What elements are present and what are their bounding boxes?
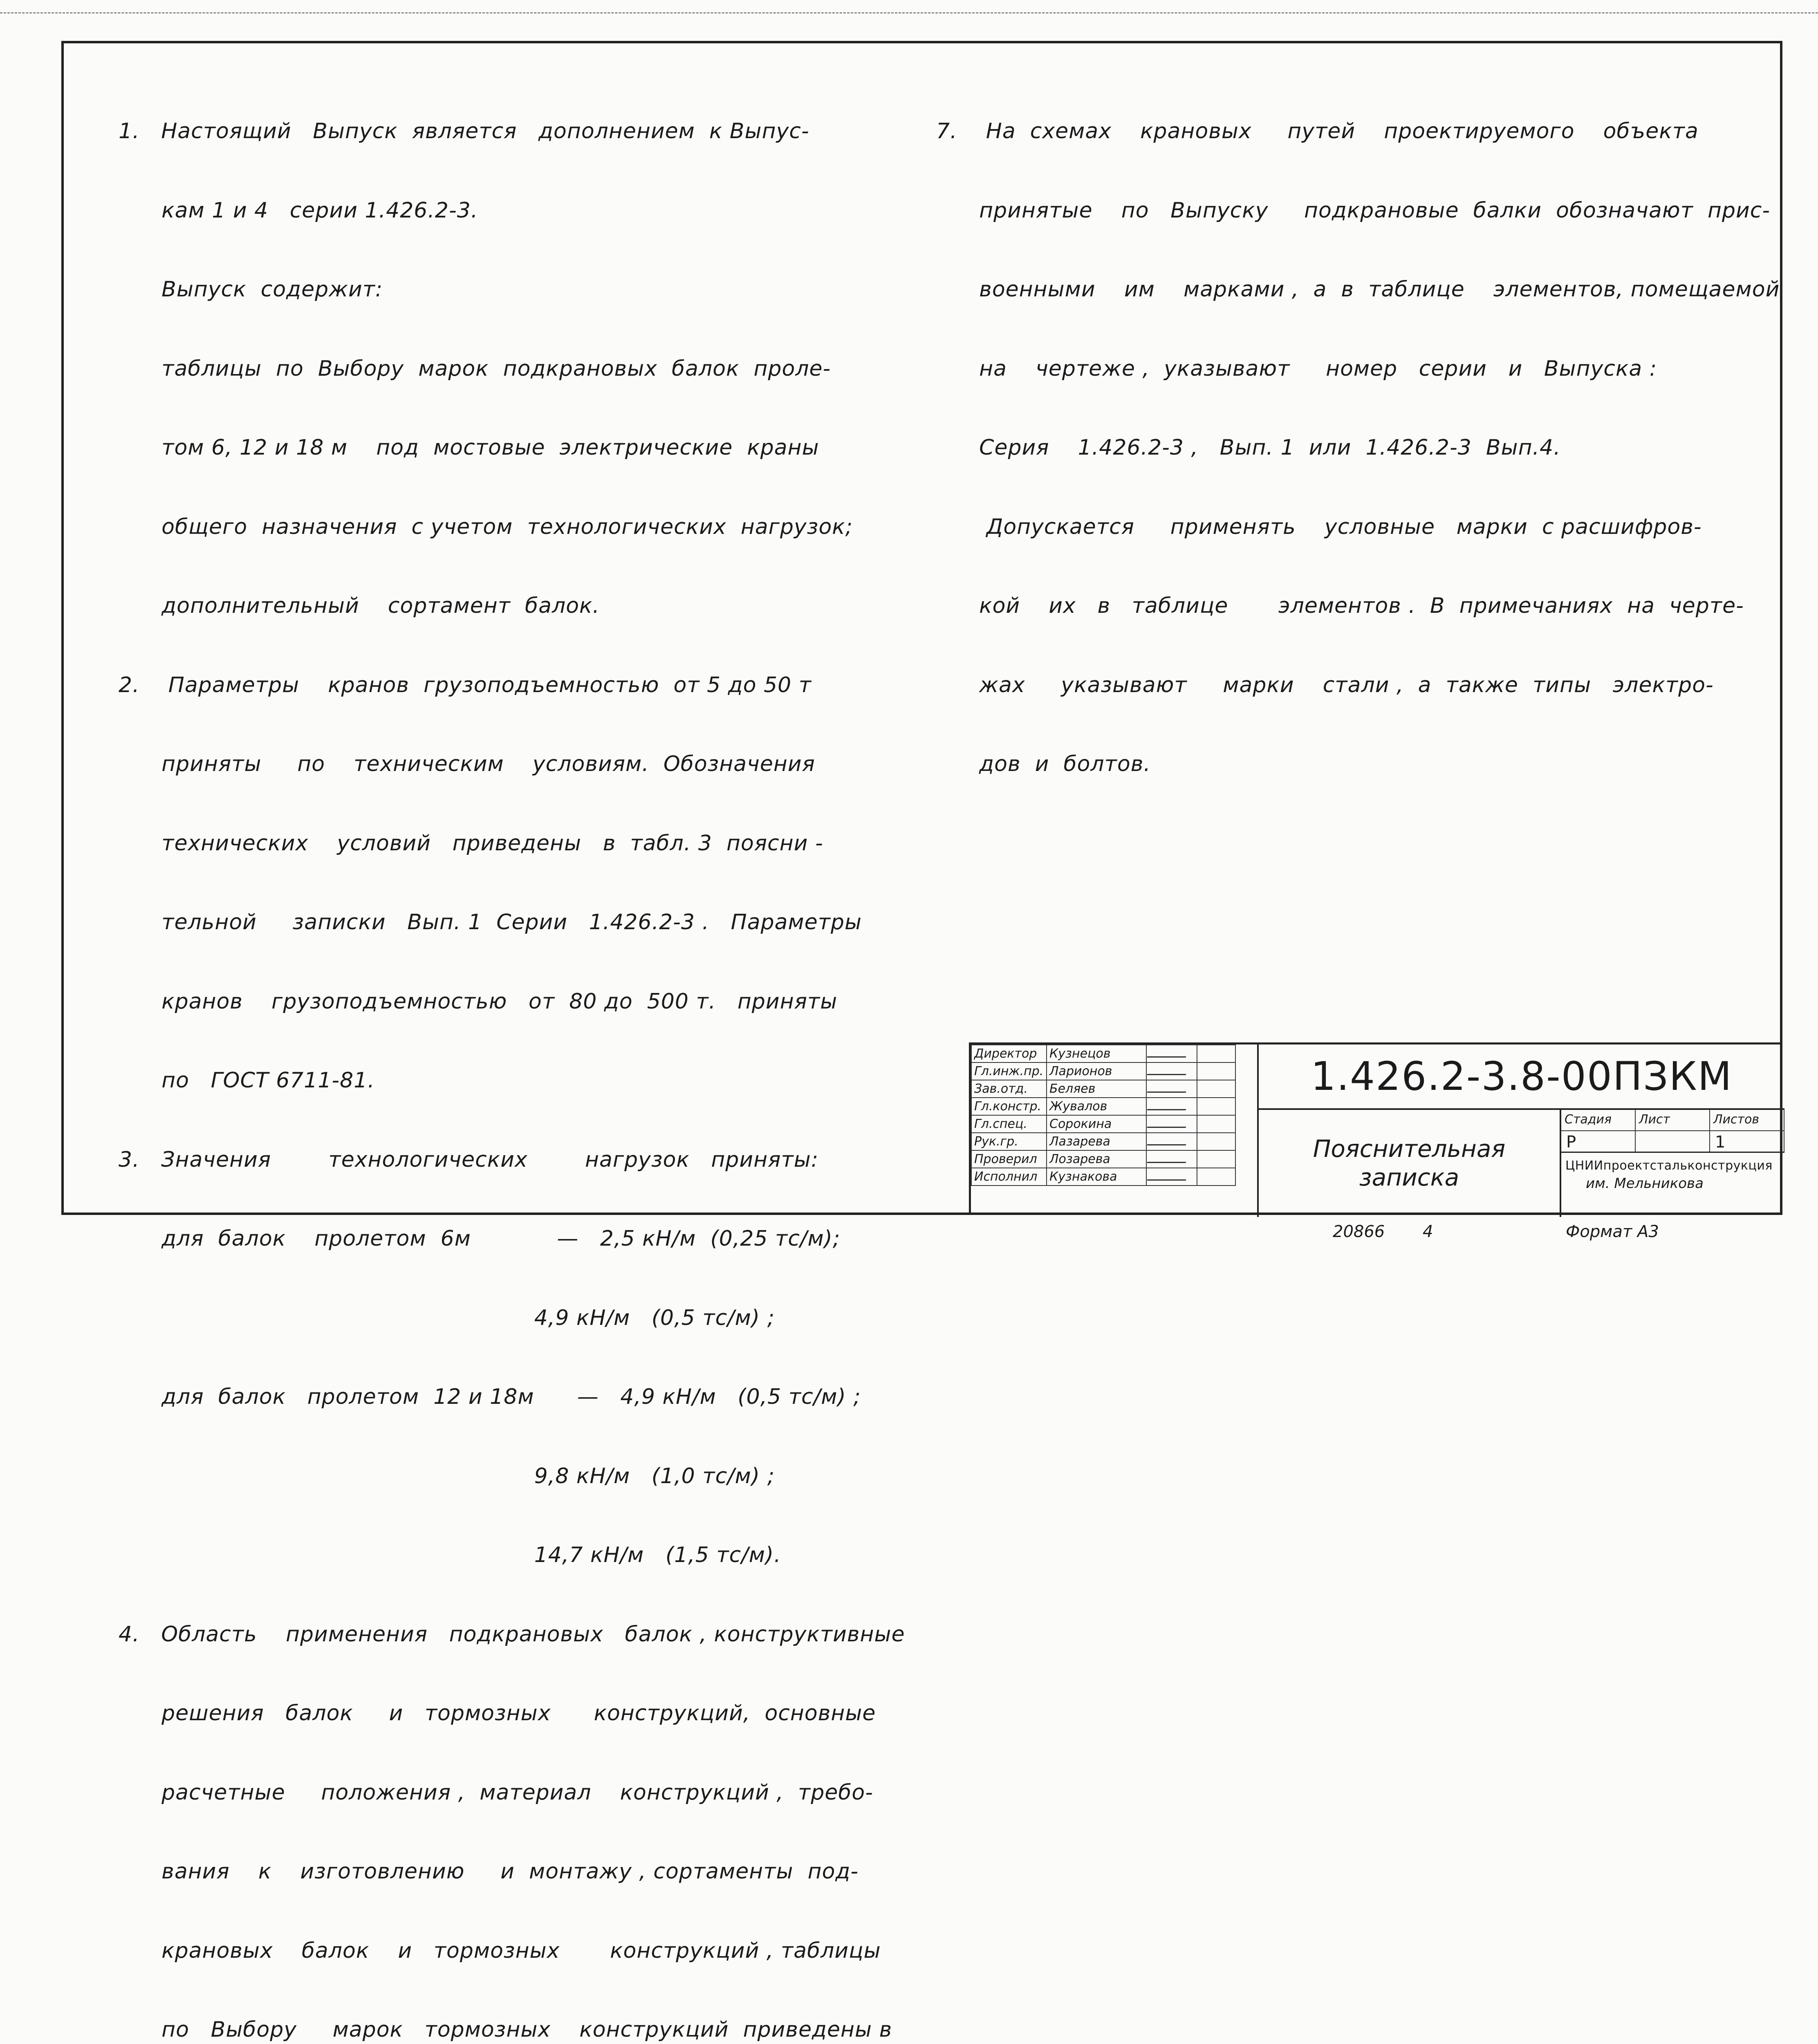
title-line-2: записка: [1359, 1163, 1459, 1191]
role-cell: Гл.констр.: [971, 1098, 1047, 1115]
name-cell: Лазарева: [1047, 1133, 1146, 1150]
text-line: для балок пролетом 12 и 18м — 4,9 кН/м (0,5 тс/м) ;: [119, 1385, 861, 1409]
text-line: 4,9 кН/м (0,5 тс/м) ;: [119, 1305, 775, 1330]
text-line: Серия 1.426.2-3 , Вып. 1 или 1.426.2-3 Вып.4.: [936, 435, 1561, 460]
table-row: [971, 1150, 1235, 1168]
signature-mark: [1147, 1047, 1190, 1058]
text-line: том 6, 12 и 18 м под мостовые электрические краны: [119, 435, 819, 460]
text-line: кам 1 и 4 серии 1.426.2-3.: [119, 198, 478, 223]
text-line: 2. Параметры кранов грузоподъемностью от 5 до 50 т: [119, 672, 812, 697]
signature-cell: [1146, 1045, 1197, 1062]
name-cell: Жувалов: [1047, 1098, 1146, 1115]
name-cell: Кузнецов: [1047, 1045, 1146, 1062]
text-line: жах указывают марки стали , а также типы электро-: [936, 672, 1714, 697]
role-cell: Гл.инж.пр.: [971, 1062, 1047, 1080]
table-row: [971, 1133, 1235, 1150]
text-line: для балок пролетом 6м — 2,5 кН/м (0,25 тс/м);: [119, 1226, 841, 1251]
notes-right-column: [936, 65, 1780, 804]
blank-cell: [1197, 1062, 1235, 1080]
title-line-1: Пояснительная: [1313, 1135, 1506, 1163]
signature-mark: [1147, 1153, 1190, 1163]
text-line: дов и болтов.: [936, 752, 1151, 776]
text-line: по Выбору марок тормозных конструкций приведены в: [119, 2017, 892, 2042]
sheet-header: Лист: [1636, 1110, 1710, 1130]
stage-value: Р: [1561, 1131, 1636, 1152]
signatures-table: [971, 1044, 1236, 1186]
blank-cell: [1197, 1098, 1235, 1115]
stage-values: [1561, 1131, 1784, 1153]
table-row: [971, 1098, 1235, 1115]
signature-cell: [1146, 1115, 1197, 1133]
title-block: [969, 1042, 1782, 1215]
sheets-value: 1: [1710, 1131, 1784, 1152]
text-line: военными им марками , а в таблице элементов, помещаемой: [936, 277, 1780, 302]
stage-header: Стадия: [1561, 1110, 1636, 1130]
text-line: Выпуск содержит:: [119, 277, 383, 302]
signature-cell: [1146, 1133, 1197, 1150]
blank-cell: [1197, 1150, 1235, 1168]
text-line: общего назначения с учетом технологических нагрузок;: [119, 514, 853, 539]
text-line: приняты по техническим условиям. Обозначения: [119, 752, 815, 776]
text-line: Допускается применять условные марки с расшифров-: [936, 514, 1702, 539]
signature-cell: [1146, 1098, 1197, 1115]
text-line: 3. Значения технологических нагрузок приняты:: [119, 1147, 819, 1172]
signature-mark: [1147, 1170, 1190, 1181]
blank-cell: [1197, 1080, 1235, 1098]
text-line: дополнительный сортамент балок.: [119, 594, 600, 618]
role-cell: Зав.отд.: [971, 1080, 1047, 1098]
text-line: 9,8 кН/м (1,0 тс/м) ;: [119, 1464, 775, 1488]
signature-mark: [1147, 1100, 1190, 1110]
role-cell: Директор: [971, 1045, 1047, 1062]
text-line: принятые по Выпуску подкрановые балки обозначают прис-: [936, 198, 1771, 223]
name-cell: Лозарева: [1047, 1150, 1146, 1168]
role-cell: Рук.гр.: [971, 1133, 1047, 1150]
role-cell: Гл.спец.: [971, 1115, 1047, 1133]
inventory-number: 20866: [1333, 1222, 1385, 1241]
organization-subtitle: им. Мельникова: [1586, 1175, 1704, 1192]
text-line: 1. Настоящий Выпуск является дополнением к Выпус-: [119, 119, 809, 143]
text-line: крановых балок и тормозных конструкций , таблицы: [119, 1938, 881, 1963]
name-cell: Сорокина: [1047, 1115, 1146, 1133]
table-row: [971, 1062, 1235, 1080]
text-line: таблицы по Выбору марок подкрановых балок проле-: [119, 356, 831, 381]
name-cell: Беляев: [1047, 1080, 1146, 1098]
stage-sheet-block: [1560, 1110, 1784, 1217]
text-line: тельной записки Вып. 1 Серии 1.426.2-3 . Параметры: [119, 910, 862, 935]
text-line: решения балок и тормозных конструкций, основные: [119, 1701, 876, 1726]
text-line: вания к изготовлению и монтажу , сортаменты под-: [119, 1859, 859, 1884]
page-number: 4: [1423, 1222, 1433, 1241]
name-cell: Ларионов: [1047, 1062, 1146, 1080]
role-cell: Исполнил: [971, 1168, 1047, 1186]
signature-cell: [1146, 1062, 1197, 1080]
document-title: [1257, 1110, 1560, 1217]
text-line: кой их в таблице элементов . В примечаниях на черте-: [936, 594, 1744, 618]
top-scan-line: [0, 12, 1818, 13]
table-row: [971, 1045, 1235, 1062]
signature-cell: [1146, 1168, 1197, 1186]
text-line: технических условий приведены в табл. 3 поясни -: [119, 831, 823, 856]
signature-mark: [1147, 1065, 1190, 1075]
signature-cell: [1146, 1150, 1197, 1168]
text-line: 7. На схемах крановых путей проектируемого объекта: [936, 119, 1699, 143]
signature-mark: [1147, 1083, 1190, 1093]
signature-cell: [1146, 1080, 1197, 1098]
text-line: по ГОСТ 6711-81.: [119, 1068, 375, 1093]
table-row: [971, 1080, 1235, 1098]
table-row: [971, 1115, 1235, 1133]
name-cell: Кузнакова: [1047, 1168, 1146, 1186]
text-line: кранов грузоподъемностью от 80 до 500 т. приняты: [119, 989, 838, 1014]
blank-cell: [1197, 1168, 1235, 1186]
format-label: Формат А3: [1566, 1222, 1659, 1241]
sheets-header: Листов: [1710, 1110, 1784, 1130]
blank-cell: [1197, 1133, 1235, 1150]
signature-mark: [1147, 1135, 1190, 1145]
role-cell: Проверил: [971, 1150, 1047, 1168]
blank-cell: [1197, 1115, 1235, 1133]
text-line: 14,7 кН/м (1,5 тс/м).: [119, 1543, 781, 1567]
blank-cell: [1197, 1045, 1235, 1062]
text-line: на чертеже , указывают номер серии и Выпуска :: [936, 356, 1657, 381]
organization-name: ЦНИИпроектстальконструкция: [1565, 1159, 1773, 1173]
notes-left-column: [119, 65, 905, 2044]
text-line: расчетные положения , материал конструкций , требо-: [119, 1780, 873, 1805]
stage-headers: [1561, 1110, 1784, 1131]
signature-mark: [1147, 1118, 1190, 1128]
sheet-value: [1636, 1131, 1710, 1152]
table-row: [971, 1168, 1235, 1186]
text-line: 4. Область применения подкрановых балок , конструктивные: [119, 1622, 905, 1647]
document-code: 1.426.2-3.8-00ПЗКМ: [1257, 1044, 1784, 1110]
